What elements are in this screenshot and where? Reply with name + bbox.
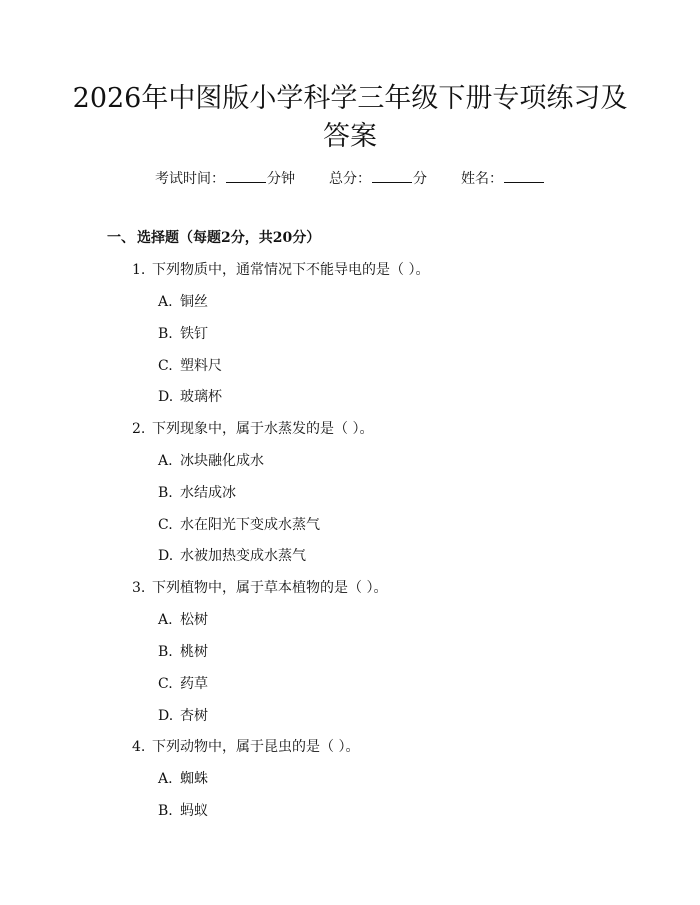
question-number: 2. xyxy=(132,421,146,437)
option-4b xyxy=(158,801,208,821)
option-letter: D. xyxy=(158,389,174,405)
question-1 xyxy=(132,260,429,280)
option-letter: C. xyxy=(158,676,173,692)
option-text: 杏树 xyxy=(180,708,208,724)
question-text: 下列物质中，通常情况下不能导电的是（ ）。 xyxy=(152,262,430,278)
option-letter: B. xyxy=(158,644,173,660)
option-3a xyxy=(158,610,208,630)
question-number: 4. xyxy=(132,739,146,755)
question-number: 3. xyxy=(132,580,146,596)
question-text: 下列动物中，属于昆虫的是（ ）。 xyxy=(152,739,360,755)
time-blank xyxy=(226,168,266,183)
option-text: 玻璃杯 xyxy=(180,389,222,405)
option-letter: A. xyxy=(158,612,173,628)
option-1b xyxy=(158,324,208,344)
option-3b xyxy=(158,642,208,662)
option-3c xyxy=(158,674,208,694)
option-text: 冰块融化成水 xyxy=(180,453,264,469)
option-letter: A. xyxy=(158,453,173,469)
option-letter: D. xyxy=(158,548,174,564)
option-letter: B. xyxy=(158,803,173,819)
option-letter: C. xyxy=(158,517,173,533)
option-letter: B. xyxy=(158,485,173,501)
score-blank xyxy=(372,168,412,183)
question-text: 下列植物中，属于草本植物的是（ ）。 xyxy=(152,580,388,596)
option-text: 水在阳光下变成水蒸气 xyxy=(180,517,320,533)
exam-time: 考试时间： 分钟 xyxy=(155,168,295,189)
option-2a xyxy=(158,451,264,471)
exam-score: 总分： 分 xyxy=(329,168,427,189)
student-name: 姓名： xyxy=(461,168,545,189)
option-2d xyxy=(158,546,306,566)
option-4a xyxy=(158,769,208,789)
option-text: 铜丝 xyxy=(180,294,208,310)
question-2 xyxy=(132,419,373,439)
option-letter: B. xyxy=(158,326,173,342)
question-number: 1. xyxy=(132,262,146,278)
option-2c xyxy=(158,515,320,535)
option-letter: C. xyxy=(158,358,173,374)
option-text: 塑料尺 xyxy=(180,358,222,374)
option-1c xyxy=(158,356,222,376)
option-letter: D. xyxy=(158,708,174,724)
question-text: 下列现象中，属于水蒸发的是（ ）。 xyxy=(152,421,374,437)
section-number: 一、 xyxy=(107,230,135,246)
option-text: 药草 xyxy=(180,676,208,692)
exam-meta xyxy=(0,168,700,189)
option-1a xyxy=(158,292,208,312)
option-2b xyxy=(158,483,236,503)
page-title: 2026年中图版小学科学三年级下册专项练习及答案 xyxy=(72,83,628,152)
option-letter: A. xyxy=(158,294,173,310)
section-heading xyxy=(107,228,320,248)
option-text: 水结成冰 xyxy=(180,485,236,501)
question-3 xyxy=(132,578,387,598)
name-blank xyxy=(504,168,544,183)
option-text: 水被加热变成水蒸气 xyxy=(180,548,306,564)
option-text: 松树 xyxy=(180,612,208,628)
option-3d xyxy=(158,706,208,726)
question-4 xyxy=(132,737,359,757)
option-text: 铁钉 xyxy=(180,326,208,342)
option-letter: A. xyxy=(158,771,173,787)
option-text: 桃树 xyxy=(180,644,208,660)
option-1d xyxy=(158,387,222,407)
option-text: 蚂蚁 xyxy=(180,803,208,819)
section-title: 选择题（每题2分，共20分） xyxy=(137,230,321,246)
option-text: 蜘蛛 xyxy=(180,771,208,787)
